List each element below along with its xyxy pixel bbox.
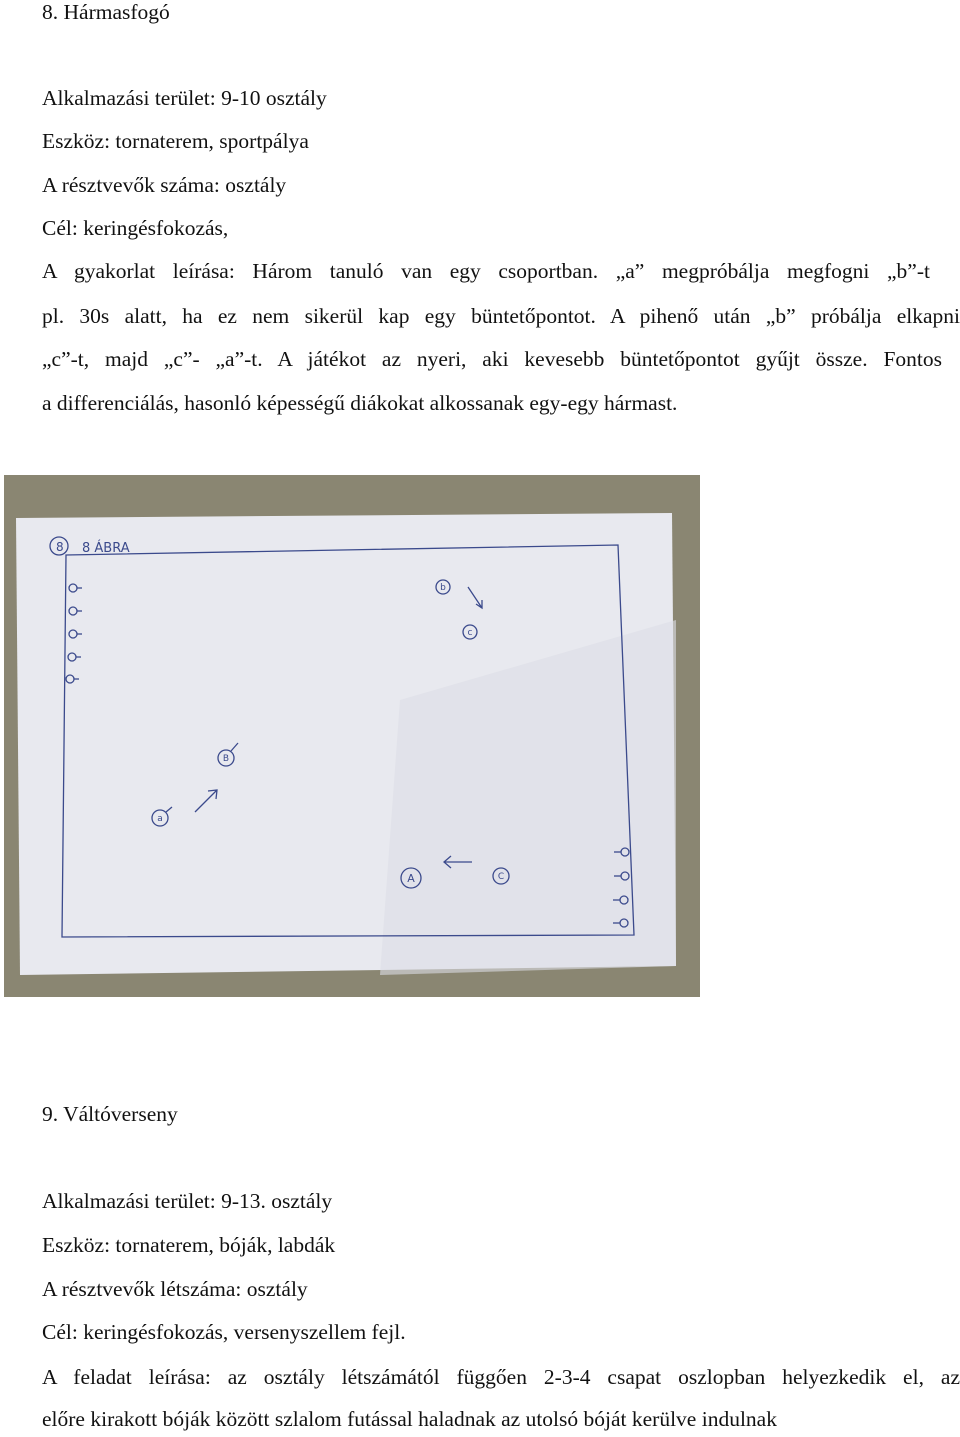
text-line: A résztvevők létszáma: osztály (42, 1277, 308, 1301)
label-B: B (222, 754, 230, 764)
text-line: Eszköz: tornaterem, sportpálya (42, 129, 309, 153)
label-c: c (467, 628, 473, 638)
figure-caption: 8 ÁBRA (82, 541, 130, 556)
text-line: „c”-t, majd „c”- „a”-t. A játékot az nyeri, aki kevesebb büntetőpontot gyűjt össze. Fontos (42, 347, 942, 371)
figure-caption-number: 8 (56, 540, 64, 554)
label-b: b (440, 583, 446, 593)
hand-drawn-diagram (0, 475, 700, 997)
text-line: Alkalmazási terület: 9-13. osztály (42, 1189, 333, 1213)
text-line: A feladat leírása: az osztály létszámától függően 2-3-4 csapat oszlopban helyezkedik el, az (42, 1365, 960, 1389)
label-a: a (157, 814, 163, 824)
text-line: A gyakorlat leírása: Három tanuló van egy csoportban. „a” megpróbálja megfogni „b”-t (42, 259, 930, 283)
label-A: A (407, 872, 415, 885)
text-line: Cél: keringésfokozás, (42, 216, 229, 240)
text-line: előre kirakott bóják között szlalom futással haladnak az utolsó bóját kerülve indulnak (42, 1407, 777, 1431)
text-line: A résztvevők száma: osztály (42, 173, 287, 197)
section-9-title: 9. Váltóverseny (42, 1102, 178, 1126)
text-line: Alkalmazási terület: 9-10 osztály (42, 86, 327, 110)
text-line: pl. 30s alatt, ha ez nem sikerül kap egy büntetőpontot. A pihenő után „b” próbálja elkapni (42, 304, 960, 328)
text-line: Cél: keringésfokozás, versenyszellem fejl. (42, 1320, 406, 1344)
section-8-title: 8. Hármasfogó (42, 0, 170, 24)
label-C: C (497, 872, 505, 882)
text-line: a differenciálás, hasonló képességű diákokat alkossanak egy-egy hármast. (42, 391, 678, 415)
text-line: Eszköz: tornaterem, bóják, labdák (42, 1233, 336, 1257)
